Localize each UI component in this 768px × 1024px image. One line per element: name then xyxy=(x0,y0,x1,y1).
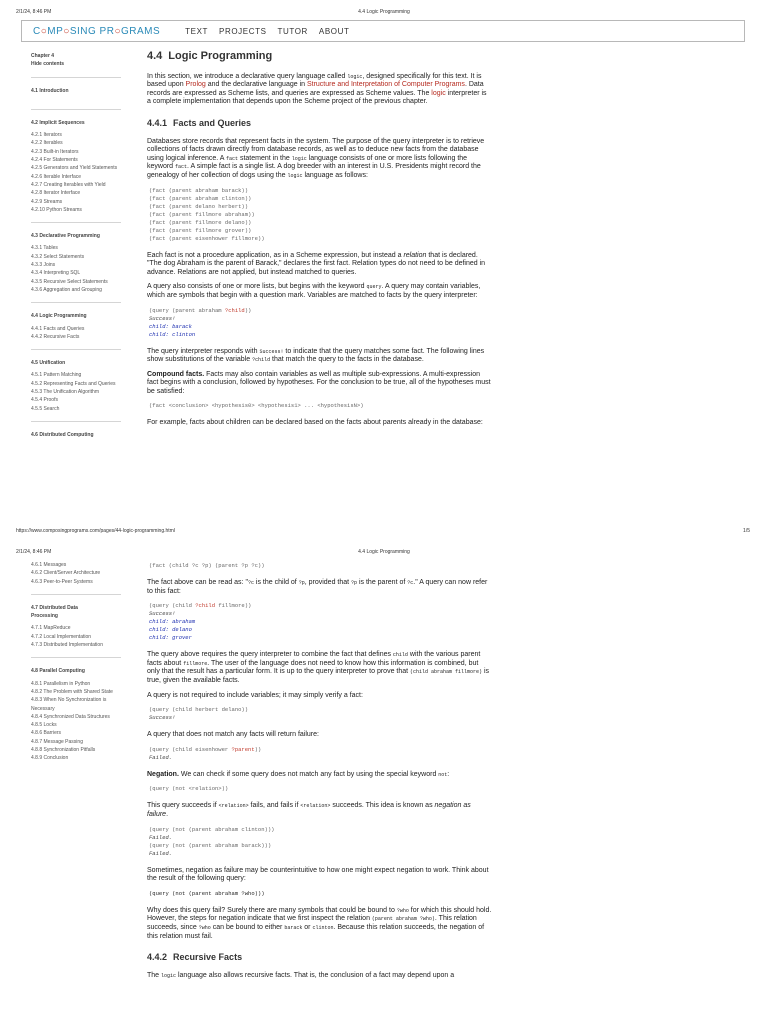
sidebar-item-4-2[interactable]: 4.2 Implicit Sequences xyxy=(31,119,85,126)
print-page-number: 1/5 xyxy=(743,528,750,534)
sidebar-sub-item[interactable]: 4.6.3 Peer-to-Peer Systems xyxy=(31,578,93,585)
subsection-number: 4.4.2 xyxy=(147,952,168,963)
code-block-who: (query (not (parent abraham ?who))) xyxy=(149,889,265,897)
logo-o: ○ xyxy=(63,25,70,37)
subsection-title: Recursive Facts xyxy=(173,952,243,963)
divider xyxy=(31,657,121,658)
sidebar-sub-item[interactable]: 4.2.2 Iterables xyxy=(31,140,63,147)
paragraph: This query succeeds if <relation> fails, and fails if <relation> succeeds. This idea is known as negation as failure. xyxy=(147,802,471,818)
sidebar-item-4-5[interactable]: 4.5 Unification xyxy=(31,360,66,367)
sidebar-sub-item[interactable]: 4.5.2 Representing Facts and Queries xyxy=(31,380,116,387)
paragraph: For example, facts about children can be declared based on the facts about parents already in the database: xyxy=(147,419,483,427)
subsection-title: Facts and Queries xyxy=(173,117,252,128)
paragraph: A query is not required to include variables; it may simply verify a fact: xyxy=(147,691,363,699)
sidebar-sub-item[interactable]: 4.6.2 Client/Server Architecture xyxy=(31,570,101,577)
sidebar-sub-item[interactable]: 4.8.1 Parallelism in Python xyxy=(31,680,91,687)
code-block-failure: (query (child eisenhower ?parent)) Failed. xyxy=(149,745,262,761)
paragraph: Why does this query fail? Surely there are many symbols that could be bound to ?who for which this should hold. However, the steps for negation indicate that we first inspect the relation (parent abraham ?who). This relation succeeds, since ?who can be bound to either barack or clinton. Because this relation succeeds, the negation of this relation must fail. xyxy=(147,906,492,940)
paragraph: Each fact is not a procedure application, as in a Scheme expression, but instead a relation that is declared. "The dog Abraham is the parent of Barack," declares the first fact. Relation types do not need to be defined in advance. Relations are not applied, but instead matched to queries. xyxy=(147,251,486,276)
sidebar-sub-item[interactable]: 4.8.3 When No Synchronization is Necessary xyxy=(31,697,107,712)
sidebar-toc xyxy=(31,52,121,439)
section-number: 4.4 xyxy=(147,50,163,62)
nav-text[interactable]: TEXT xyxy=(185,26,209,36)
print-url: https://www.composingprograms.com/pages/44-logic-programming.html xyxy=(16,528,175,534)
paragraph: Compound facts. Facts may also contain variables as well as multiple sub-expressions. A multi-expression fact begins with a conclusion, followed by hypotheses. For the conclusion to be true, all of the hypotheses must be satisfied: xyxy=(147,370,491,395)
sidebar-sub-item[interactable]: 4.2.6 Iterable Interface xyxy=(31,173,82,180)
page-title xyxy=(147,52,492,61)
sidebar-sub-item[interactable]: 4.7.2 Local Implementation xyxy=(31,633,92,640)
paragraph: The query above requires the query interpreter to combine the fact that defines child with the various parent facts about fillmore. The user of the language does not need to know how this information is combined, but only that the result has a particular form. It is up to the query interpreter to prove that (child abraham fillmore) is true, given the available facts. xyxy=(147,651,490,684)
sidebar-item-4-6[interactable]: 4.6 Distributed Computing xyxy=(31,431,94,438)
sidebar-sub-item[interactable]: 4.6.1 Messages xyxy=(31,562,67,568)
divider xyxy=(31,109,121,110)
main-content-page1 xyxy=(147,52,492,434)
code-block-compound: (fact <conclusion> <hypothesis0> <hypothesis1> ... <hypothesisN>) xyxy=(149,402,364,410)
logo-part: C xyxy=(33,25,41,37)
sicp-link[interactable]: Structure and Interpretation of Computer Programs xyxy=(306,81,465,89)
sidebar-sub-item[interactable]: 4.2.9 Streams xyxy=(31,198,63,205)
sidebar-sub-item[interactable]: 4.8.9 Conclusion xyxy=(31,755,69,762)
subsection-number: 4.4.1 xyxy=(147,117,168,128)
sidebar-sub-item[interactable]: 4.5.3 The Unification Algorithm xyxy=(31,389,100,396)
sidebar-sub-item[interactable]: 4.3.1 Tables xyxy=(31,245,58,252)
sidebar-sub-item[interactable]: 4.5.1 Pattern Matching xyxy=(31,372,82,379)
sidebar-sub-item[interactable]: 4.7.3 Distributed Implementation xyxy=(31,642,103,649)
sidebar-sub-item[interactable]: 4.8.7 Message Passing xyxy=(31,738,83,745)
logic-link[interactable]: logic xyxy=(431,89,446,97)
logo-o: ○ xyxy=(114,25,121,37)
sidebar-sub-item[interactable]: 4.2.1 Iterators xyxy=(31,132,62,139)
code-block-negation: (query (not (parent abraham clinton))) Failed. (query (not (parent abraham barack))) Failed. xyxy=(149,825,275,857)
code-block-query: (query (parent abraham ?child)) Success! child: barack child: clinton xyxy=(149,306,252,338)
section-title: Logic Programming xyxy=(168,50,273,62)
logo-o: ○ xyxy=(40,25,48,37)
print-header xyxy=(0,9,768,19)
sidebar-sub-item[interactable]: 4.8.4 Synchronized Data Structures xyxy=(31,713,110,720)
sidebar-sub-item[interactable]: 4.3.3 Joins xyxy=(31,262,56,269)
prolog-link[interactable]: Prolog xyxy=(185,81,206,89)
divider xyxy=(31,302,121,303)
sidebar-sub-item[interactable]: 4.3.6 Aggregation and Grouping xyxy=(31,286,102,293)
paragraph: Databases store records that represent facts in the system. The purpose of the query interpreter is to retrieve collections of facts drawn directly from database records, as well as to deduce new facts from the database using logical inference. A fact statement in the logic language consists of one or more lists following the keyword fact. A simple fact is a single list. A dog breeder with an interest in U.S. Presidents might record the genealogy of her collection of dogs using the logic language as follows: xyxy=(147,137,485,179)
sidebar-sub-item[interactable]: 4.4.1 Facts and Queries xyxy=(31,325,85,332)
sidebar-item-4-7[interactable]: 4.7 Distributed Data Processing xyxy=(31,604,78,620)
sidebar-toc-continued xyxy=(31,561,121,763)
sidebar-sub-item[interactable]: 4.2.5 Generators and Yield Statements xyxy=(31,165,118,172)
sidebar-sub-item[interactable]: 4.7.1 MapReduce xyxy=(31,625,71,632)
sidebar-sub-item[interactable]: 4.5.4 Proofs xyxy=(31,397,58,404)
print-header-2 xyxy=(0,549,768,559)
print-title: 4.4 Logic Programming xyxy=(358,9,410,15)
print-footer xyxy=(0,528,768,538)
sidebar-sub-item[interactable]: 4.2.4 For Statements xyxy=(31,157,78,164)
intro-paragraph: In this section, we introduce a declarative query language called logic, designed specifically for this text. It is based upon Prolog and the declarative language in Structure and Interpretation of Computer Programs. Data records are expressed as Scheme lists, and queries are expressed as Scheme values. The logic interpreter is a complete implementation that depends upon the Scheme project of the previous chapter. xyxy=(147,72,487,106)
paragraph: The query interpreter responds with Success! to indicate that the query matches some fact. The following lines show substitutions of the variable ?child that match the query to the facts in the database. xyxy=(147,347,485,364)
sidebar-sub-item[interactable]: 4.4.2 Recursive Facts xyxy=(31,333,80,340)
sidebar-sub-item[interactable]: 4.8.2 The Problem with Shared State xyxy=(31,688,113,695)
paragraph: Negation. We can check if some query does not match any fact by using the special keyword not: xyxy=(147,770,450,778)
paragraph: A query that does not match any facts will return failure: xyxy=(147,731,319,739)
top-navbar xyxy=(21,20,745,42)
paragraph: Sometimes, negation as failure may be counterintuitive to how one might expect negation to work. Think about the result of the following query: xyxy=(147,866,489,883)
logo-part: MP xyxy=(47,25,64,37)
sidebar-sub-item[interactable]: 4.2.7 Creating Iterables with Yield xyxy=(31,181,106,188)
subsection-heading xyxy=(147,953,492,962)
divider xyxy=(31,222,121,223)
nav-tutor[interactable]: TUTOR xyxy=(277,26,308,36)
sidebar-item-4-3[interactable]: 4.3 Declarative Programming xyxy=(31,233,100,240)
print-title: 4.4 Logic Programming xyxy=(358,549,410,555)
main-content-page2 xyxy=(147,562,492,986)
sidebar-sub-item[interactable]: 4.2.10 Python Streams xyxy=(31,206,82,213)
sidebar-sub-item[interactable]: 4.5.5 Search xyxy=(31,405,60,412)
nav-about[interactable]: ABOUT xyxy=(318,26,350,36)
paragraph: The logic language also allows recursive facts. That is, the conclusion of a fact may depend upon a xyxy=(147,971,455,979)
code-block-child-fact: (fact (child ?c ?p) (parent ?p ?c)) xyxy=(149,562,265,569)
sidebar-sub-item[interactable]: 4.3.5 Recursive Select Statements xyxy=(31,278,108,285)
sidebar-item-4-1[interactable]: 4.1 Introduction xyxy=(31,87,69,94)
sidebar-sub-item[interactable]: 4.2.3 Built-in Iterators xyxy=(31,148,79,155)
subsection-heading xyxy=(147,119,492,128)
paragraph: A query also consists of one or more lists, but begins with the keyword query. A query may contain variables, which are symbols that begin with a question mark. Variables are matched to facts by the query interpreter: xyxy=(147,283,481,299)
paragraph: The fact above can be read as: "?c is the child of ?p, provided that ?p is the parent of ?c." A query can now refer to this fact: xyxy=(147,579,488,595)
sidebar-sub-item[interactable]: 4.8.6 Barriers xyxy=(31,730,62,737)
code-block-verify: (query (child herbert delano)) Success! xyxy=(149,706,249,722)
divider xyxy=(31,349,121,350)
sidebar-sub-item[interactable]: 4.3.4 Interpreting SQL xyxy=(31,270,81,277)
sidebar-sub-item[interactable]: 4.8.5 Locks xyxy=(31,722,57,729)
sidebar-sub-item[interactable]: 4.3.2 Select Statements xyxy=(31,253,85,260)
print-datetime: 2/1/24, 8:46 PM xyxy=(16,9,52,15)
divider xyxy=(31,421,121,422)
code-block-facts: (fact (parent abraham barack)) (fact (parent abraham clinton)) (fact (parent delano herbert)) (fact (parent fillmore abraham)) (fact (parent fillmore delano)) (fact (parent fillmore grover)) (fact (parent eisenhower fillmore)) xyxy=(149,186,265,242)
hide-contents-link[interactable]: Hide contents xyxy=(31,61,65,68)
logo-part: GRAMS xyxy=(121,25,161,37)
nav-projects[interactable]: PROJECTS xyxy=(219,26,267,36)
code-block-not: (query (not <relation>)) xyxy=(149,785,229,793)
divider xyxy=(31,77,121,78)
code-block-query-child: (query (child ?child fillmore)) Success! child: abraham child: delano child: grover xyxy=(149,602,252,642)
sidebar-sub-item[interactable]: 4.8.8 Synchronization Pitfalls xyxy=(31,747,96,754)
sidebar-chapter: Chapter 4 xyxy=(31,53,55,59)
sidebar-item-4-8[interactable]: 4.8 Parallel Computing xyxy=(31,668,85,675)
print-datetime: 2/1/24, 8:46 PM xyxy=(16,549,52,555)
site-logo[interactable] xyxy=(33,26,160,37)
sidebar-item-4-4[interactable]: 4.4 Logic Programming xyxy=(31,313,87,320)
nav-menu xyxy=(185,27,349,36)
sidebar-sub-item[interactable]: 4.2.8 Iterator Interface xyxy=(31,190,81,197)
divider xyxy=(31,594,121,595)
logo-part: SING PR xyxy=(69,25,115,37)
